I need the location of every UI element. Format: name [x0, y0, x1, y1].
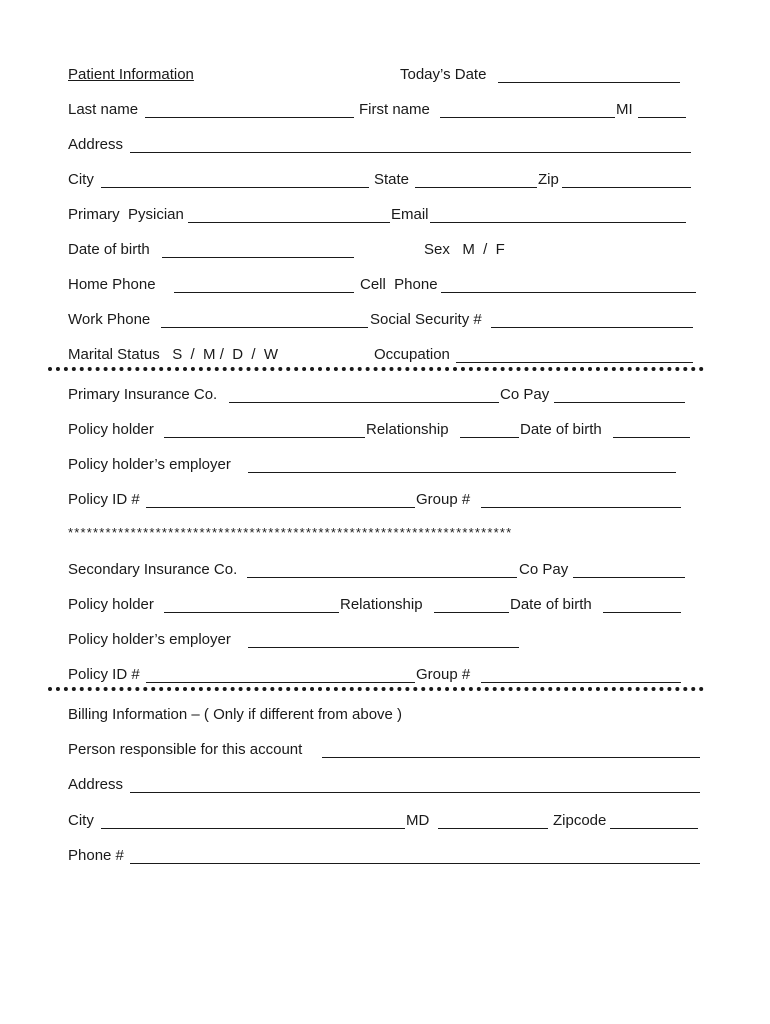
- secondary-copay-label: Co Pay: [519, 561, 569, 578]
- primary-relationship-field[interactable]: [460, 437, 519, 438]
- responsible-person-label: Person responsible for this account: [68, 741, 303, 758]
- row-primary-policy: [68, 490, 688, 510]
- primary-physician-label: Primary Pysician: [68, 206, 184, 223]
- city-label: City: [68, 171, 94, 188]
- work-phone-field[interactable]: [161, 327, 368, 328]
- billing-address-label: Address: [68, 776, 124, 793]
- billing-zipcode-label: Zipcode: [553, 812, 607, 829]
- home-phone-label: Home Phone: [68, 276, 156, 293]
- billing-address-field[interactable]: [130, 792, 700, 793]
- billing-phone-label: Phone #: [68, 847, 124, 864]
- secondary-relationship-field[interactable]: [434, 612, 509, 613]
- occupation-label: Occupation: [374, 346, 450, 363]
- billing-md-label: MD: [406, 812, 430, 829]
- row-secondary-policy: [68, 665, 688, 685]
- cell-phone-field[interactable]: [441, 292, 696, 293]
- secondary-policy-id-label: Policy ID #: [68, 666, 140, 683]
- ssn-label: Social Security #: [370, 311, 482, 328]
- primary-copay-label: Co Pay: [500, 386, 550, 403]
- primary-copay-field[interactable]: [554, 402, 685, 403]
- secondary-group-field[interactable]: [481, 682, 681, 683]
- row-address: [68, 135, 693, 155]
- row-billing-heading: [68, 705, 688, 725]
- row-dob: [68, 240, 688, 260]
- work-phone-label: Work Phone: [68, 311, 151, 328]
- billing-city-label: City: [68, 812, 94, 829]
- dob-field[interactable]: [162, 257, 354, 258]
- primary-employer-label: Policy holder’s employer: [68, 456, 231, 473]
- first-name-field[interactable]: [440, 117, 615, 118]
- row-primary-holder: [68, 420, 693, 440]
- primary-group-field[interactable]: [481, 507, 681, 508]
- state-label: State: [374, 171, 410, 188]
- patient-info-heading: Patient Information: [68, 66, 194, 83]
- sex-options[interactable]: Sex M / F: [424, 241, 505, 258]
- last-name-field[interactable]: [145, 117, 354, 118]
- marital-status-options[interactable]: Marital Status S / M / D / W: [68, 346, 279, 363]
- billing-md-field[interactable]: [438, 828, 548, 829]
- secondary-employer-field[interactable]: [248, 647, 519, 648]
- state-field[interactable]: [415, 187, 537, 188]
- primary-policy-id-field[interactable]: [146, 507, 415, 508]
- secondary-holder-dob-field[interactable]: [603, 612, 681, 613]
- row-billing-phone: [68, 846, 703, 866]
- row-secondary-holder: [68, 595, 688, 615]
- primary-physician-field[interactable]: [188, 222, 390, 223]
- row-primary-employer: [68, 455, 688, 475]
- secondary-insurance-label: Secondary Insurance Co.: [68, 561, 238, 578]
- dob-label: Date of birth: [68, 241, 150, 258]
- responsible-person-field[interactable]: [322, 757, 700, 758]
- city-field[interactable]: [101, 187, 369, 188]
- ssn-field[interactable]: [491, 327, 693, 328]
- todays-date-label: Today’s Date: [400, 66, 487, 83]
- primary-policy-holder-field[interactable]: [164, 437, 365, 438]
- section-divider-1: [48, 367, 704, 371]
- todays-date-field[interactable]: [498, 82, 680, 83]
- secondary-policy-holder-field[interactable]: [164, 612, 339, 613]
- row-city: [68, 170, 693, 190]
- row-work: [68, 310, 698, 330]
- billing-city-field[interactable]: [101, 828, 405, 829]
- home-phone-field[interactable]: [174, 292, 354, 293]
- email-label: Email: [391, 206, 429, 223]
- row-billing-address: [68, 775, 703, 795]
- secondary-employer-label: Policy holder’s employer: [68, 631, 231, 648]
- address-label: Address: [68, 136, 124, 153]
- address-field[interactable]: [130, 152, 691, 153]
- mi-field[interactable]: [638, 117, 686, 118]
- row-primary-insurance: [68, 385, 688, 405]
- row-phones: [68, 275, 698, 295]
- row-name: [68, 100, 688, 120]
- secondary-copay-field[interactable]: [573, 577, 685, 578]
- row-billing-responsible: [68, 740, 703, 760]
- first-name-label: First name: [359, 101, 430, 118]
- primary-employer-field[interactable]: [248, 472, 676, 473]
- section-divider-2: [48, 687, 704, 691]
- email-field[interactable]: [430, 222, 686, 223]
- row-marital: [68, 345, 698, 365]
- billing-heading: Billing Information – ( Only if different from above ): [68, 706, 403, 723]
- secondary-holder-dob-label: Date of birth: [510, 596, 592, 613]
- primary-policy-holder-label: Policy holder: [68, 421, 154, 438]
- row-physician: [68, 205, 688, 225]
- row-secondary-insurance: [68, 560, 688, 580]
- primary-holder-dob-field[interactable]: [613, 437, 690, 438]
- billing-zipcode-field[interactable]: [610, 828, 698, 829]
- secondary-relationship-label: Relationship: [340, 596, 423, 613]
- primary-relationship-label: Relationship: [366, 421, 449, 438]
- star-separator: ***********************************************************************: [68, 525, 513, 540]
- occupation-field[interactable]: [456, 362, 693, 363]
- primary-group-label: Group #: [416, 491, 471, 508]
- mi-label: MI: [616, 101, 633, 118]
- primary-insurance-label: Primary Insurance Co.: [68, 386, 218, 403]
- primary-policy-id-label: Policy ID #: [68, 491, 140, 508]
- cell-phone-label: Cell Phone: [360, 276, 438, 293]
- billing-phone-field[interactable]: [130, 863, 700, 864]
- primary-insurance-field[interactable]: [229, 402, 499, 403]
- zip-label: Zip: [538, 171, 559, 188]
- primary-holder-dob-label: Date of birth: [520, 421, 602, 438]
- row-secondary-employer: [68, 630, 688, 650]
- row-heading: [68, 65, 688, 85]
- row-billing-city: [68, 811, 703, 831]
- secondary-insurance-field[interactable]: [247, 577, 517, 578]
- last-name-label: Last name: [68, 101, 139, 118]
- secondary-group-label: Group #: [416, 666, 471, 683]
- secondary-policy-id-field[interactable]: [146, 682, 415, 683]
- secondary-policy-holder-label: Policy holder: [68, 596, 154, 613]
- zip-field[interactable]: [562, 187, 691, 188]
